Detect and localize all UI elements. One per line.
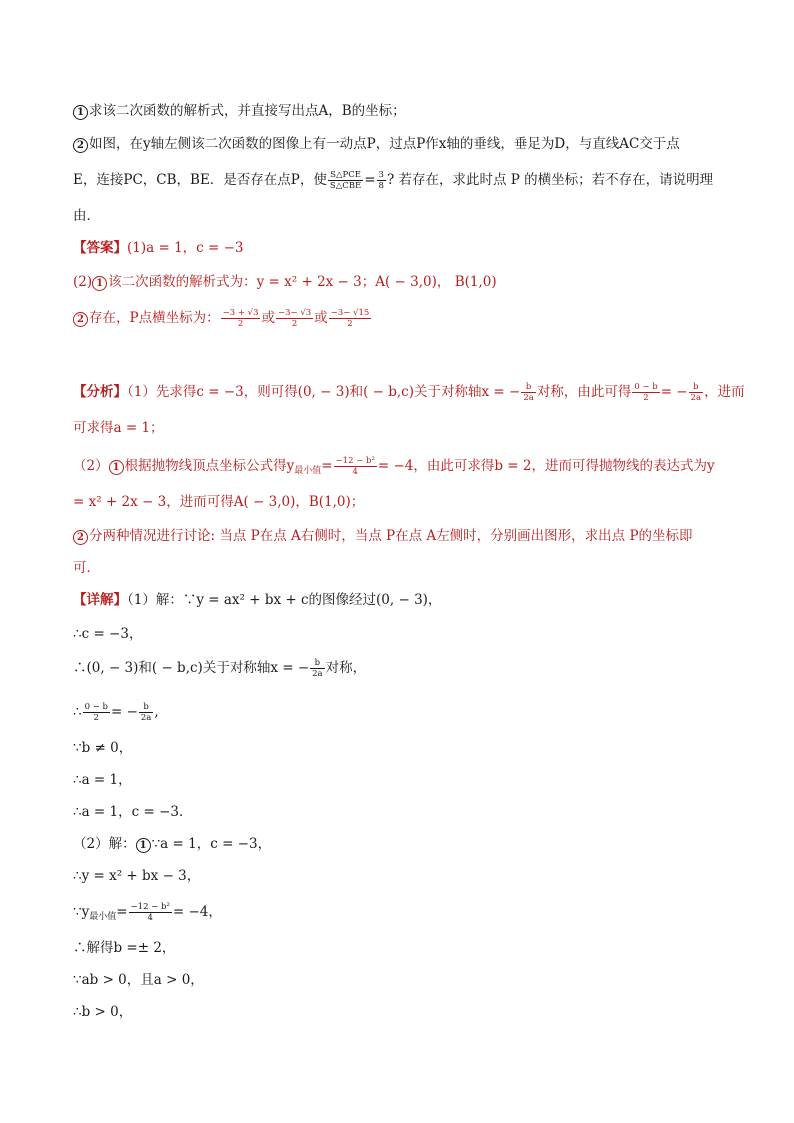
question-part-1	[73, 101, 734, 121]
question-part-2-end	[73, 206, 734, 226]
detail-text: = −	[110, 704, 138, 720]
fraction	[334, 456, 377, 477]
analysis-line-3	[73, 456, 734, 481]
frac-num: 3	[378, 170, 384, 180]
detail-text: ∵ab > 0，且a > 0，	[73, 972, 204, 988]
fraction	[689, 382, 703, 403]
answer-prefix: (2)	[73, 274, 93, 290]
detail-text: ∴(0, − 3)和( − b,c)关于对称轴x = −	[73, 660, 310, 676]
root-fraction-3	[329, 308, 372, 329]
detail-line-13	[73, 1002, 734, 1022]
analysis-line-5	[73, 526, 734, 546]
analysis-text: 根据抛物线顶点坐标公式得y	[124, 458, 295, 474]
frac-num: 0 − b	[84, 702, 108, 712]
analysis-text: 可．	[73, 560, 100, 576]
frac-den: 2	[643, 393, 649, 403]
question-text: 由．	[73, 208, 100, 224]
fraction	[139, 702, 153, 723]
detail-label: 【详解】	[73, 592, 127, 608]
answer-text: 该二次函数的解析式为：y = x² + 2x − 3；A( − 3,0)， B(1,0)	[108, 274, 497, 290]
frac-den: 2	[347, 319, 353, 329]
analysis-text: ，进而	[704, 384, 745, 400]
answer-line-1	[73, 238, 734, 258]
analysis-line-4	[73, 492, 734, 512]
detail-text: ∴y = x² + bx − 3，	[73, 868, 201, 884]
frac-den: 8	[378, 181, 384, 191]
frac-num: −3− √15	[330, 308, 370, 318]
detail-line-12	[73, 970, 734, 990]
frac-num: −12 − b²	[130, 902, 170, 912]
analysis-line-2	[73, 418, 734, 438]
frac-den: 4	[352, 467, 358, 477]
frac-num: b	[689, 382, 703, 393]
detail-text: ∴a = 1，c = −3．	[73, 804, 193, 820]
question-part-2	[73, 134, 734, 154]
answer-line-3	[73, 308, 734, 329]
detail-text: =	[116, 904, 128, 920]
detail-line-9	[73, 866, 734, 886]
detail-text: 对称，	[325, 660, 367, 676]
detail-text: = −4，	[172, 904, 222, 920]
ratio-value-fraction	[377, 170, 386, 191]
analysis-line-6	[73, 558, 734, 578]
detail-text: ∴	[73, 704, 82, 720]
detail-text: ∴c = −3，	[73, 626, 143, 642]
detail-text: ∵b ≠ 0，	[73, 740, 133, 756]
fraction	[129, 902, 172, 923]
fraction	[310, 658, 324, 679]
area-ratio-fraction	[328, 170, 363, 191]
fraction	[521, 382, 535, 403]
circled-number-1: 1	[109, 460, 124, 475]
detail-text: ∴b > 0，	[73, 1004, 133, 1020]
detail-line-11	[73, 938, 734, 958]
analysis-text: = −4，由此可求得b = 2，进而可得抛物线的表达式为y	[377, 458, 715, 474]
frac-den: 2a	[523, 393, 534, 403]
subscript: 最小值	[294, 466, 322, 476]
frac-num: −3− √3	[277, 308, 312, 318]
or-text: 或	[261, 310, 275, 326]
analysis-text: =	[321, 458, 333, 474]
analysis-text: 可求得a = 1；	[73, 420, 164, 436]
detail-line-8	[73, 834, 734, 854]
analysis-text: 分两种情况进行讨论: 当点 P在点 A右侧时，当点 P在点 A左侧时，分别画出图形，求出点 P的坐标即	[89, 528, 693, 544]
circled-number-2: 2	[73, 530, 88, 545]
question-text: ? 若存在，求此时点 P 的横坐标；若不存在，请说明理	[386, 172, 714, 188]
detail-text: （1）解：∵y = ax² + bx + c的图像经过(0, − 3)，	[127, 592, 442, 608]
frac-den: S△CBE	[329, 181, 362, 191]
detail-line-10	[73, 902, 734, 927]
frac-den: 4	[147, 913, 153, 923]
frac-num: b	[521, 382, 535, 393]
frac-den: 2	[93, 713, 99, 723]
frac-den: 2a	[312, 669, 323, 679]
detail-line-5	[73, 738, 734, 758]
question-text: 如图，在y轴左侧该二次函数的图像上有一动点P，过点P作x轴的垂线，垂足为D，与直线AC交于点	[89, 136, 680, 152]
detail-text: ∴a = 1，	[73, 772, 132, 788]
frac-den: 2a	[140, 713, 152, 723]
fraction	[83, 702, 110, 723]
root-fraction-2	[276, 308, 313, 329]
detail-text: ∵a = 1，c = −3，	[151, 836, 272, 852]
frac-num: b	[310, 658, 324, 669]
question-text: 求该二次函数的解析式，并直接写出点A，B的坐标；	[89, 103, 406, 119]
analysis-text: 对称，由此可得	[536, 384, 632, 400]
detail-line-4	[73, 702, 734, 723]
analysis-line-1	[73, 382, 745, 403]
fraction	[632, 382, 659, 403]
detail-text: ∵y	[73, 904, 90, 920]
frac-den: 2	[237, 319, 244, 329]
detail-text: ∴解得b =± 2，	[73, 940, 176, 956]
question-text: E，连接PC，CB，BE．是否存在点P，使	[73, 172, 327, 188]
circled-number-1: 1	[92, 276, 107, 291]
or-text: 或	[314, 310, 328, 326]
frac-num: S△PCE	[328, 170, 363, 181]
circled-number-2: 2	[73, 312, 88, 327]
detail-line-7	[73, 802, 734, 822]
question-part-2-cont	[73, 170, 734, 191]
circled-number-2: 2	[73, 138, 88, 153]
detail-line-6	[73, 770, 734, 790]
detail-text: （2）解：	[73, 836, 136, 852]
analysis-text: （2）	[73, 458, 109, 474]
answer-text: 存在，P点横坐标为：	[89, 310, 220, 326]
frac-den: 2a	[690, 393, 702, 403]
circled-number-1: 1	[136, 838, 151, 853]
root-fraction-1	[221, 308, 261, 329]
frac-num: −3 + √3	[222, 308, 259, 318]
equals: =	[364, 172, 376, 188]
analysis-label: 【分析】	[73, 384, 127, 400]
detail-text: ,	[154, 704, 159, 720]
frac-num: b	[139, 702, 153, 713]
detail-line-2	[73, 624, 734, 644]
answer-label: 【答案】	[73, 240, 127, 256]
detail-line-1	[73, 590, 734, 610]
frac-num: 0 − b	[634, 382, 658, 392]
analysis-text: = −	[660, 384, 688, 400]
answer-line-2	[73, 272, 734, 292]
detail-line-3	[73, 658, 734, 679]
circled-number-1: 1	[73, 105, 88, 120]
analysis-text: （1）先求得c = −3，则可得(0, − 3)和( − b,c)关于对称轴x = −	[127, 384, 521, 400]
frac-den: 2	[291, 319, 298, 329]
subscript: 最小值	[89, 912, 117, 922]
answer-text: (1)a = 1，c = −3	[127, 240, 244, 256]
analysis-text: = x² + 2x − 3，进而可得A( − 3,0)，B(1,0)；	[73, 494, 365, 510]
frac-num: −12 − b²	[335, 456, 375, 466]
